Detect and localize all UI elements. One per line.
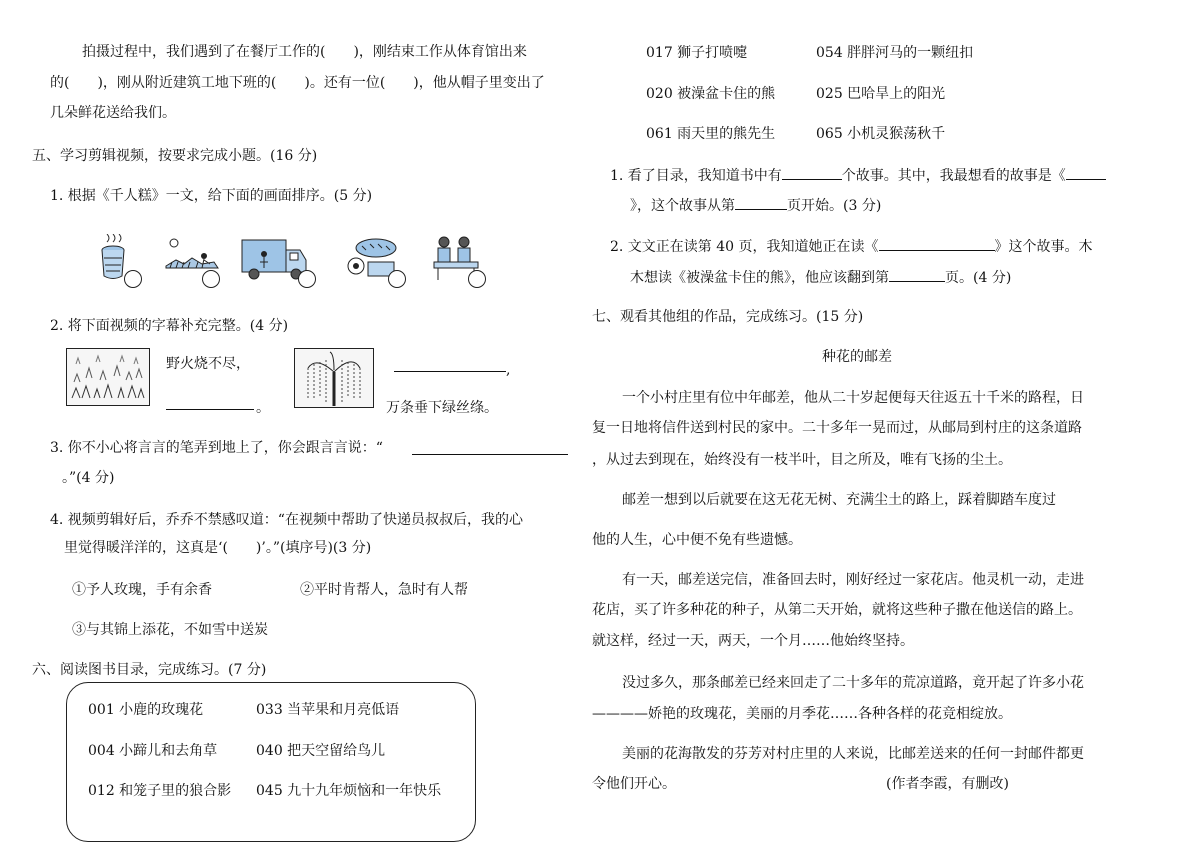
story-line: 令他们开心。: [592, 776, 676, 792]
order-circle-3[interactable]: [298, 270, 316, 288]
subtitle-line-2-end: 。: [256, 400, 270, 416]
toc-item: 012 和笼子里的狼合影: [88, 783, 232, 799]
story-line: 一个小村庄里有位中年邮差，他从二十岁起便每天往返五十千米的路程，日: [622, 390, 1084, 406]
subtitle-comma: ,: [506, 362, 511, 378]
question-6-2-cont: 木想读《被澡盆卡住的熊》，他应该翻到第 页。(4 分): [630, 267, 1011, 288]
question-5-4-cont: 里觉得暖洋洋的，这真是‘( )’。”(填序号)(3 分): [64, 540, 372, 556]
toc-item: 004 小蹄儿和去角草: [88, 743, 218, 759]
paragraph-line: 的( )，刚从附近建筑工地下班的( )。还有一位( )，他从帽子里变出了: [50, 75, 545, 91]
question-5-1: 1. 根据《千人糕》一文，给下面的画面排序。(5 分): [50, 188, 373, 204]
question-6-1-cont: 》，这个故事从第 页开始。(3 分): [630, 195, 881, 216]
answer-blank-q3[interactable]: [412, 440, 568, 455]
toc-item: 025 巴哈旱上的阳光: [816, 86, 946, 102]
story-line: 有一天，邮差送完信，准备回去时，刚好经过一家花店。他灵机一动，走进: [622, 572, 1084, 588]
toc-item: 045 九十九年烦恼和一年快乐: [256, 783, 442, 799]
toc-item: 033 当苹果和月亮低语: [256, 702, 400, 718]
answer-blank-title[interactable]: [1066, 165, 1106, 180]
section-5-title: 五、学习剪辑视频，按要求完成小题。(16 分): [32, 148, 318, 164]
toc-item: 061 雨天里的熊先生: [646, 126, 776, 142]
question-5-3: 3. 你不小心将言言的笔弄到地上了，你会跟言言说：“: [50, 440, 383, 456]
question-5-4: 4. 视频剪辑好后，乔乔不禁感叹道：“在视频中帮助了快递员叔叔后，我的心: [50, 512, 523, 528]
answer-blank-page[interactable]: [735, 195, 787, 210]
grassland-fire-picture: [66, 348, 150, 406]
section-6-title: 六、阅读图书目录，完成练习。(7 分): [32, 662, 267, 678]
order-circle-5[interactable]: [468, 270, 486, 288]
answer-blank-page-2[interactable]: [889, 267, 945, 282]
story-line: 复一日地将信件送到村民的家中。二十多年一晃而过，从邮局到村庄的这条道路: [592, 420, 1082, 436]
question-5-2: 2. 将下面视频的字幕补充完整。(4 分): [50, 318, 289, 334]
story-title: 种花的邮差: [822, 349, 892, 365]
story-line: ，从过去到现在，始终没有一枝半叶，目之所及，唯有飞扬的尘土。: [592, 452, 1012, 468]
toc-item: 065 小机灵猴荡秋千: [816, 126, 946, 142]
answer-blank-story[interactable]: [879, 236, 995, 251]
story-line: 就这样，经过一天，两天，一个月……他始终坚持。: [592, 633, 914, 649]
story-line: 邮差一想到以后就要在这无花无树、充满尘土的路上，踩着脚踏车度过: [622, 492, 1056, 508]
paragraph-line: 拍摄过程中，我们遇到了在餐厅工作的( )，刚结束工作从体育馆出来: [82, 44, 527, 60]
willow-tree-picture: [294, 348, 374, 408]
order-circle-4[interactable]: [388, 270, 406, 288]
option-2: ②平时肯帮人，急时有人帮: [300, 582, 468, 598]
toc-item: 054 胖胖河马的一颗纽扣: [816, 45, 974, 61]
subtitle-line-1: 野火烧不尽，: [166, 356, 250, 372]
question-6-2: 2. 文文正在读第 40 页，我知道她正在读《 》这个故事。木: [610, 236, 1093, 257]
story-author: (作者李霞，有删改): [886, 776, 1009, 792]
toc-item: 020 被澡盆卡住的熊: [646, 86, 776, 102]
answer-blank-count[interactable]: [782, 165, 842, 180]
story-line: 没过多久，那条邮差已经来回走了二十多年的荒凉道路，竟开起了许多小花: [622, 675, 1084, 691]
option-3: ③与其锦上添花，不如雪中送炭: [72, 622, 268, 638]
story-line: ————娇艳的玫瑰花，美丽的月季花……各种各样的花竞相绽放。: [592, 706, 1012, 722]
toc-item: 040 把天空留给鸟儿: [256, 743, 386, 759]
order-circle-2[interactable]: [202, 270, 220, 288]
order-circle-1[interactable]: [124, 270, 142, 288]
subtitle-line-3: 万条垂下绿丝绦。: [386, 400, 498, 416]
story-line: 美丽的花海散发的芬芳对村庄里的人来说，比邮差送来的任何一封邮件都更: [622, 746, 1084, 762]
story-line: 他的人生，心中便不免有些遗憾。: [592, 532, 802, 548]
question-6-1: 1. 看了目录，我知道书中有 个故事。其中，我最想看的故事是《: [610, 165, 1106, 186]
steaming-cup-picture: [98, 234, 128, 282]
subtitle-blank-2[interactable]: [394, 357, 506, 372]
paragraph-line: 几朵鲜花送给我们。: [50, 105, 176, 121]
story-line: 花店，买了许多种花的种子，从第二天开始，就将这些种子撒在他送信的路上。: [592, 602, 1082, 618]
subtitle-blank-1[interactable]: [166, 395, 254, 410]
question-5-3-end: 。”(4 分): [62, 470, 115, 486]
toc-item: 017 狮子打喷嚏: [646, 45, 748, 61]
section-7-title: 七、观看其他组的作品，完成练习。(15 分): [592, 309, 864, 325]
toc-item: 001 小鹿的玫瑰花: [88, 702, 204, 718]
option-1: ①予人玫瑰，手有余香: [72, 582, 212, 598]
